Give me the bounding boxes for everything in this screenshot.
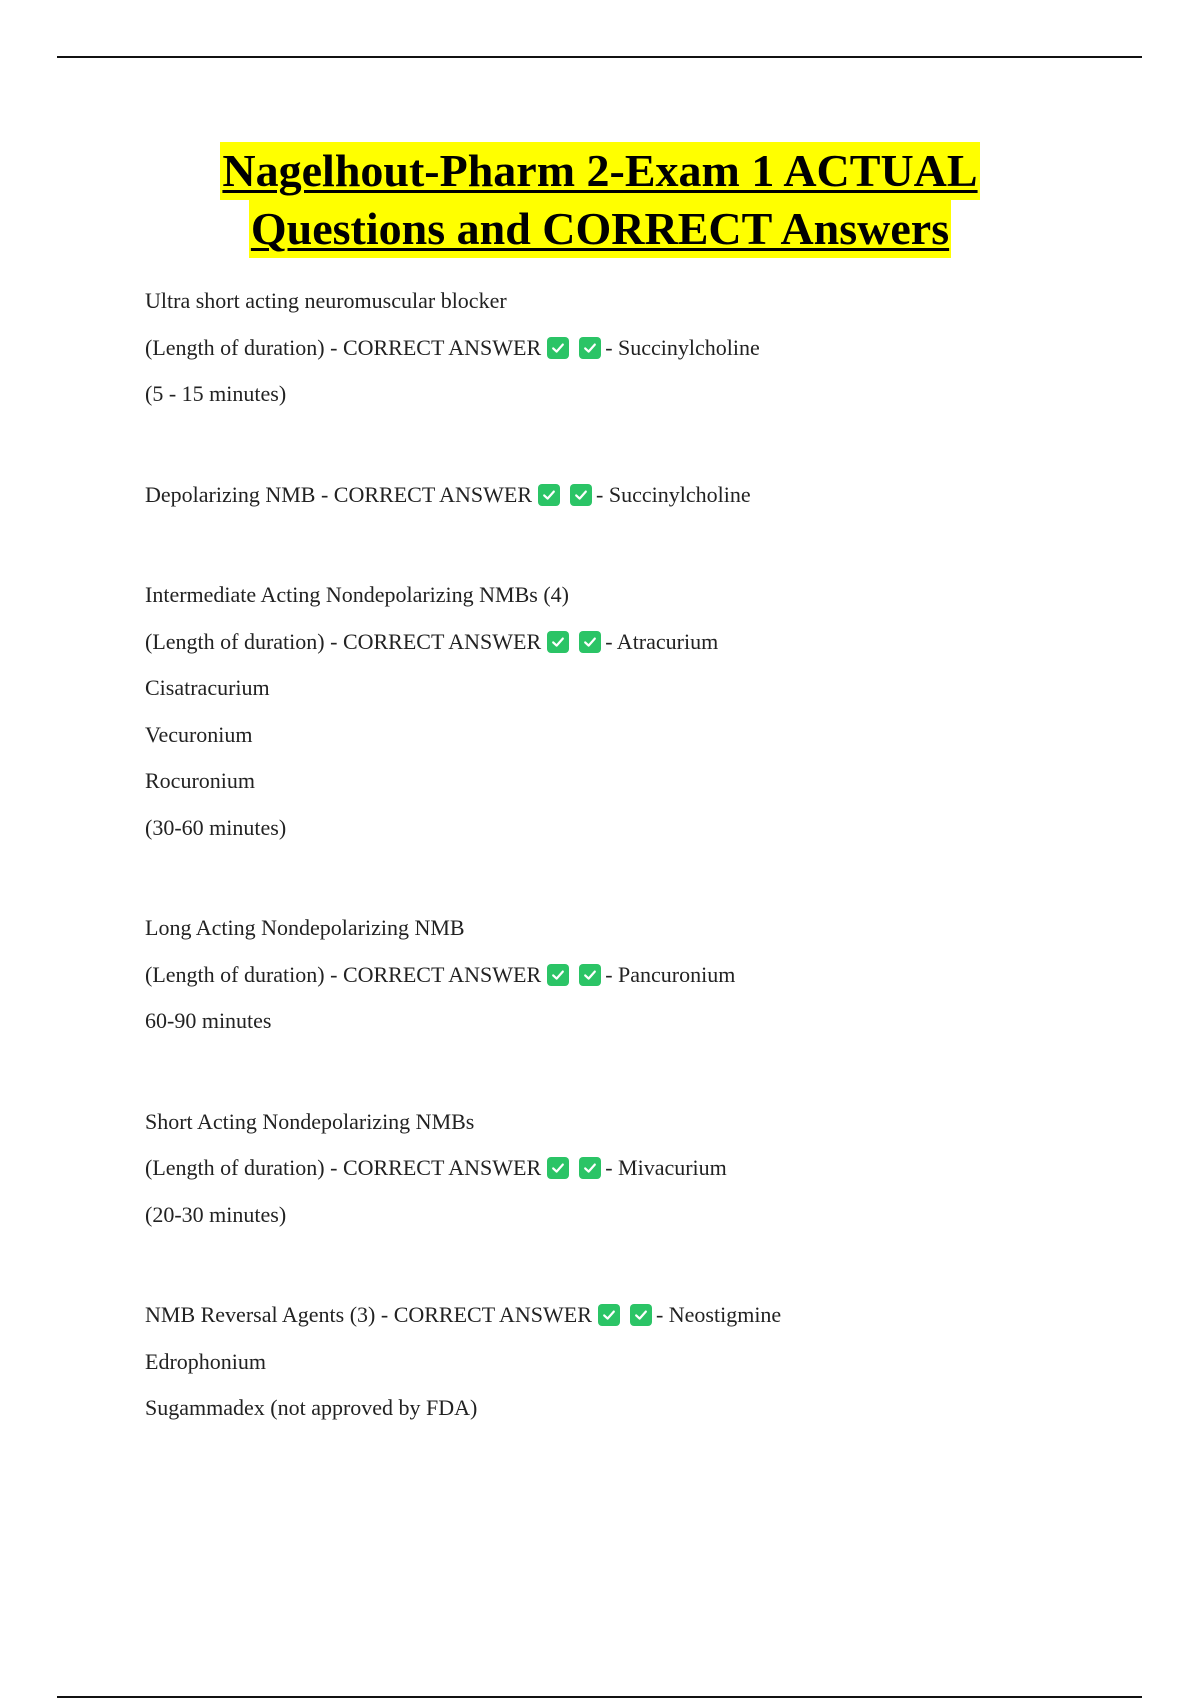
check-mark-icon: [538, 484, 560, 506]
check-mark-icon: [547, 631, 569, 653]
question-text: (Length of duration) -: [145, 334, 338, 360]
question-answer-line: [145, 619, 1095, 666]
question-answer-line: [145, 952, 1095, 999]
qa-list: [145, 278, 1095, 1486]
qa-item: [145, 1099, 1095, 1239]
question-text: Intermediate Acting Nondepolarizing NMBs (4): [145, 582, 570, 607]
answer-text: - Atracurium: [605, 628, 719, 654]
question-answer-line: [145, 472, 1095, 519]
correct-answer-label: CORRECT ANSWER: [342, 1155, 542, 1180]
question-text: (Length of duration) -: [145, 961, 338, 987]
question-text: (Length of duration) -: [145, 1155, 338, 1180]
answer-text: - Neostigmine: [655, 1302, 782, 1327]
question-text: Ultra short acting neuromuscular blocker: [145, 288, 507, 313]
footer-rule: [57, 1696, 1142, 1698]
question-text: Depolarizing NMB -: [145, 481, 329, 507]
question-answer-line: [145, 1145, 1095, 1192]
qa-item: [145, 472, 1095, 519]
question-line: [145, 905, 1095, 952]
question-text: Short Acting Nondepolarizing NMBs: [145, 1108, 475, 1134]
check-mark-icon: [570, 484, 592, 506]
question-line: [145, 278, 1095, 325]
question-text: (Length of duration) -: [145, 628, 338, 654]
check-mark-icon: [547, 1157, 569, 1179]
document-title: [0, 142, 1200, 258]
question-answer-line: [145, 1292, 1095, 1339]
answer-continuation-line: Sugammadex (not approved by FDA): [145, 1395, 478, 1420]
answer-text: - Succinylcholine: [596, 481, 751, 507]
title-line-2: Questions and CORRECT Answers: [249, 200, 951, 258]
check-mark-icon: [547, 337, 569, 359]
qa-item: [145, 572, 1095, 851]
question-line: [145, 1099, 1095, 1146]
answer-continuation-line: Cisatracurium: [145, 675, 270, 700]
correct-answer-label: CORRECT ANSWER: [342, 628, 542, 654]
correct-answer-label: CORRECT ANSWER: [333, 481, 533, 507]
answer-text: - Pancuronium: [605, 961, 736, 987]
check-mark-icon: [579, 337, 601, 359]
answer-text: - Mivacurium: [605, 1155, 727, 1180]
answer-text: - Succinylcholine: [605, 334, 760, 360]
qa-item: [145, 1292, 1095, 1432]
title-line-1: Nagelhout-Pharm 2-Exam 1 ACTUAL: [220, 142, 979, 200]
answer-continuation-line: Edrophonium: [145, 1348, 266, 1374]
header-rule: [57, 56, 1142, 58]
correct-answer-label: CORRECT ANSWER: [393, 1302, 592, 1327]
answer-continuation-line: Vecuronium: [145, 721, 253, 747]
check-mark-icon: [598, 1304, 620, 1326]
check-mark-icon: [579, 1157, 601, 1179]
answer-continuation-line: (5 - 15 minutes): [145, 381, 287, 406]
check-mark-icon: [630, 1304, 652, 1326]
correct-answer-label: CORRECT ANSWER: [342, 961, 542, 987]
question-line: [145, 572, 1095, 619]
question-text: NMB Reversal Agents (3) -: [145, 1302, 389, 1327]
answer-continuation-line: 60-90 minutes: [145, 1008, 272, 1033]
answer-continuation-line: Rocuronium: [145, 768, 255, 793]
answer-continuation-line: (20-30 minutes): [145, 1201, 287, 1227]
question-text: Long Acting Nondepolarizing NMB: [145, 915, 465, 940]
question-answer-line: [145, 325, 1095, 372]
qa-item: [145, 905, 1095, 1045]
check-mark-icon: [547, 964, 569, 986]
answer-continuation-line: (30-60 minutes): [145, 814, 287, 840]
qa-item: [145, 278, 1095, 418]
check-mark-icon: [579, 964, 601, 986]
check-mark-icon: [579, 631, 601, 653]
correct-answer-label: CORRECT ANSWER: [342, 334, 542, 360]
